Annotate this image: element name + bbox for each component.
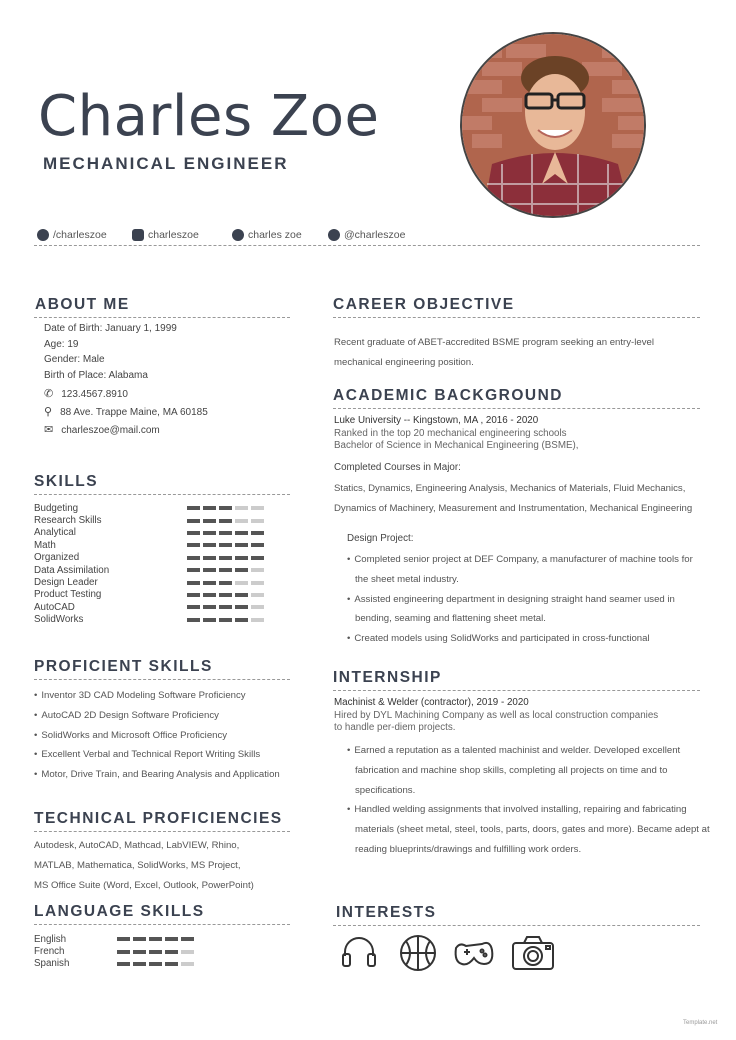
skill-level-segment [203, 519, 216, 523]
skill-level-segment [235, 556, 248, 560]
list-item: • Motor, Drive Train, and Bearing Analysis and Application [34, 765, 280, 785]
language-level-segment [149, 962, 162, 966]
language-label: English [34, 933, 67, 945]
skill-row [34, 564, 264, 576]
skill-level-segment [203, 593, 216, 597]
language-level-segment [181, 962, 194, 966]
skill-level-segment [251, 531, 264, 535]
list-item: reading blueprints/drawings and fulfilling work orders. [355, 843, 582, 855]
phone-icon: ✆ [44, 388, 54, 400]
list-item: • Created models using SolidWorks and participated in cross-functional [347, 629, 693, 649]
skill-row [34, 589, 264, 601]
skill-level-segment [251, 593, 264, 597]
social-facebook[interactable]: /charleszoe [37, 229, 107, 241]
skill-level-bars [187, 506, 264, 510]
skill-level-bars [187, 531, 264, 535]
skill-row [34, 539, 264, 551]
list-item: • Excellent Verbal and Technical Report Writing Skills [34, 745, 280, 765]
list-item: • SolidWorks and Microsoft Office Proficiency [34, 726, 280, 746]
proficient-list [34, 686, 280, 785]
skill-level-segment [203, 581, 216, 585]
about-divider [34, 317, 290, 318]
skill-level-segment [251, 543, 264, 547]
language-label: French [34, 946, 65, 958]
skill-level-segment [219, 593, 232, 597]
google-plus-icon [232, 229, 244, 241]
skill-level-segment [219, 543, 232, 547]
skill-level-segment [235, 568, 248, 572]
skill-level-segment [235, 605, 248, 609]
skill-level-segment [219, 605, 232, 609]
technical-divider [34, 831, 290, 832]
skills-heading: SKILLS [34, 473, 99, 490]
skill-level-segment [203, 543, 216, 547]
watermark: Template.net [683, 1020, 718, 1026]
list-item: the sheet metal industry. [355, 573, 459, 585]
academic-school-block: Luke University -- Kingstown, MA , 2016 - 2020 Ranked in the top 20 mechanical engineering schools Bachelor of Science in Mechanical Engineering (BSME), [334, 415, 579, 451]
skill-level-segment [187, 581, 200, 585]
skill-level-segment [251, 618, 264, 622]
skill-label: Design Leader [34, 577, 98, 589]
skill-row [34, 601, 264, 613]
internship-heading: INTERNSHIP [333, 669, 442, 686]
skill-label: Budgeting [34, 502, 79, 514]
language-divider [34, 924, 290, 925]
language-level-bars [117, 950, 194, 954]
language-row [34, 933, 194, 945]
skill-level-bars [187, 556, 264, 560]
language-level-segment [149, 937, 162, 941]
language-level-segment [181, 937, 194, 941]
design-project-label: Design Project: [347, 533, 414, 544]
about-heading: ABOUT ME [35, 296, 130, 313]
skill-level-segment [187, 556, 200, 560]
skill-level-segment [219, 531, 232, 535]
social-instagram[interactable]: charleszoe [132, 229, 199, 241]
proficient-heading: PROFICIENT SKILLS [34, 658, 213, 675]
skill-level-segment [219, 556, 232, 560]
language-level-segment [133, 937, 146, 941]
skill-label: AutoCAD [34, 601, 75, 613]
skill-level-segment [219, 581, 232, 585]
skill-level-bars [187, 543, 264, 547]
facebook-icon [37, 229, 49, 241]
about-details: Date of Birth: January 1, 1999 Age: 19 Gender: Male Birth of Place: Alabama [44, 323, 177, 381]
skill-level-segment [203, 568, 216, 572]
twitter-icon [328, 229, 340, 241]
language-level-segment [165, 962, 178, 966]
skill-row [34, 502, 264, 514]
candidate-name: Charles Zoe [38, 84, 380, 149]
instagram-icon [132, 229, 144, 241]
skill-label: Analytical [34, 527, 76, 539]
list-item: bending, seaming and flattening sheet metal. [355, 613, 546, 625]
skill-label: Product Testing [34, 589, 102, 601]
internship-role-block: Machinist & Welder (contractor), 2019 - 2020 Hired by DYL Machining Company as well as local construction companies to handle per-diem projects. [334, 697, 659, 733]
skill-label: Research Skills [34, 515, 102, 527]
list-item: materials (sheet metal, steel, tools, parts, doors, gates and more). Became adept at [355, 824, 710, 836]
social-google-plus[interactable]: charles zoe [232, 229, 302, 241]
skill-level-bars [187, 581, 264, 585]
list-item: • Assisted engineering department in designing straight hand seamer used in [347, 590, 693, 610]
courses-list: Statics, Dynamics, Engineering Analysis, Mechanics of Materials, Fluid Mechanics, Dynamics of Machinery, Measurement and Instrumentation, Mechanical Engineering [334, 483, 693, 514]
internship-bullets [347, 741, 710, 860]
skill-level-segment [203, 531, 216, 535]
skills-divider [34, 494, 290, 495]
language-level-segment [117, 937, 130, 941]
skill-level-segment [251, 506, 264, 510]
list-item: • Completed senior project at DEF Company, a manufacturer of machine tools for [347, 550, 693, 570]
language-level-segment [133, 962, 146, 966]
skill-level-segment [203, 506, 216, 510]
phone-row: ✆ 123.4567.8910 [44, 387, 128, 403]
skill-level-bars [187, 618, 264, 622]
candidate-title: MECHANICAL ENGINEER [43, 154, 289, 173]
skill-row [34, 552, 264, 564]
objective-text: Recent graduate of ABET-accredited BSME program seeking an entry-level mechanical engineering position. [334, 337, 654, 368]
interests-heading: INTERESTS [336, 904, 437, 921]
objective-divider [333, 317, 700, 318]
design-project-list [347, 550, 693, 649]
list-item: • Handled welding assignments that involved installing, repairing and fabricating [347, 800, 710, 820]
email-row: ✉ charleszoe@mail.com [44, 423, 160, 439]
skill-level-segment [187, 506, 200, 510]
language-row [34, 958, 194, 970]
skill-level-segment [187, 593, 200, 597]
language-level-segment [117, 950, 130, 954]
academic-heading: ACADEMIC BACKGROUND [333, 387, 563, 404]
language-level-bars [117, 937, 194, 941]
gamepad-icon [452, 934, 496, 972]
internship-divider [333, 690, 700, 691]
address-row: ⚲ 88 Ave. Trappe Maine, MA 60185 [44, 405, 208, 421]
skill-label: SolidWorks [34, 614, 84, 626]
profile-photo [460, 32, 646, 218]
skill-level-segment [235, 519, 248, 523]
interests-divider [333, 925, 700, 926]
skill-label: Math [34, 539, 56, 551]
skill-level-segment [251, 605, 264, 609]
header-divider [34, 245, 700, 246]
list-item: • AutoCAD 2D Design Software Proficiency [34, 706, 280, 726]
skill-level-bars [187, 568, 264, 572]
skill-row [34, 527, 264, 539]
language-level-segment [133, 950, 146, 954]
language-heading: LANGUAGE SKILLS [34, 903, 205, 920]
language-row [34, 945, 194, 957]
skill-level-segment [203, 605, 216, 609]
courses-label: Completed Courses in Major: [334, 462, 461, 473]
skill-level-segment [235, 581, 248, 585]
skill-level-segment [203, 618, 216, 622]
location-pin-icon: ⚲ [44, 406, 53, 418]
academic-divider [333, 408, 700, 409]
skill-level-segment [251, 556, 264, 560]
skill-label: Organized [34, 552, 80, 564]
skill-level-segment [187, 519, 200, 523]
skill-level-segment [235, 593, 248, 597]
language-level-segment [117, 962, 130, 966]
list-item: • Earned a reputation as a talented machinist and welder. Developed excellent [347, 741, 710, 761]
skill-level-bars [187, 593, 264, 597]
skill-level-segment [219, 618, 232, 622]
language-level-segment [165, 950, 178, 954]
camera-icon [510, 934, 556, 972]
skill-level-segment [219, 568, 232, 572]
skill-level-segment [219, 506, 232, 510]
skill-level-segment [187, 605, 200, 609]
skill-level-segment [235, 543, 248, 547]
technical-heading: TECHNICAL PROFICIENCIES [34, 810, 283, 827]
skill-row [34, 614, 264, 626]
list-item: specifications. [355, 784, 416, 796]
skill-row [34, 576, 264, 588]
social-twitter[interactable]: @charleszoe [328, 229, 405, 241]
skill-level-segment [187, 568, 200, 572]
skills-list [34, 502, 264, 626]
skill-level-segment [187, 543, 200, 547]
language-level-segment [149, 950, 162, 954]
skill-level-segment [203, 556, 216, 560]
objective-heading: CAREER OBJECTIVE [333, 296, 515, 313]
proficient-divider [34, 679, 290, 680]
skill-level-segment [251, 568, 264, 572]
skill-level-segment [235, 531, 248, 535]
language-level-segment [165, 937, 178, 941]
skill-level-bars [187, 605, 264, 609]
basketball-icon [398, 933, 438, 973]
skill-row [34, 514, 264, 526]
language-list [34, 933, 194, 970]
language-level-segment [181, 950, 194, 954]
headphones-icon [340, 934, 378, 970]
mail-icon: ✉ [44, 424, 54, 436]
language-level-bars [117, 962, 194, 966]
skill-level-segment [235, 506, 248, 510]
list-item: fabrication and machine shop skills, completing all projects on time and to [355, 764, 668, 776]
skill-level-bars [187, 519, 264, 523]
skill-level-segment [187, 618, 200, 622]
skill-level-segment [251, 519, 264, 523]
skill-label: Data Assimilation [34, 564, 110, 576]
skill-level-segment [219, 519, 232, 523]
technical-list: Autodesk, AutoCAD, Mathcad, LabVIEW, Rhino, MATLAB, Mathematica, SolidWorks, MS Project, MS Office Suite (Word, Excel, Outlook, PowerPoint) [34, 840, 254, 891]
list-item: • Inventor 3D CAD Modeling Software Proficiency [34, 686, 280, 706]
skill-level-segment [251, 581, 264, 585]
language-label: Spanish [34, 958, 70, 970]
skill-level-segment [235, 618, 248, 622]
skill-level-segment [187, 531, 200, 535]
